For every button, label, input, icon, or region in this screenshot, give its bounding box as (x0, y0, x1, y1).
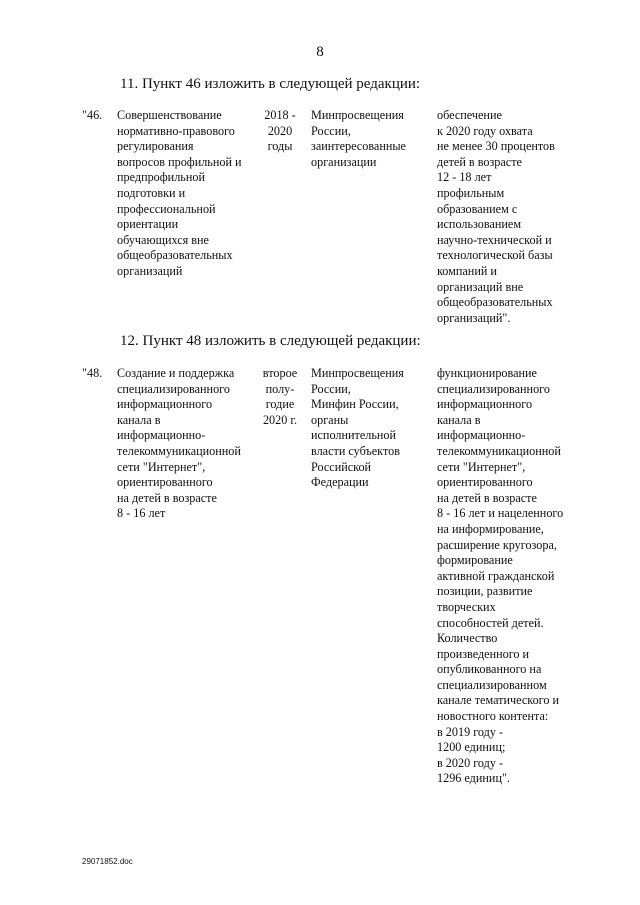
text-line: организаций вне (437, 279, 524, 294)
expected-result (437, 108, 587, 326)
text-line: телекоммуникационной (117, 443, 241, 458)
text-line: информационного (437, 397, 533, 412)
text-line: опубликованного на (437, 662, 542, 677)
text-line: активной гражданской (437, 568, 555, 583)
text-line: образованием с (437, 201, 518, 216)
text-line: подготовки и (117, 185, 186, 200)
text-line: полу- (265, 381, 295, 396)
text-line: ориентированного (117, 475, 213, 490)
text-line: Федерации (311, 475, 369, 490)
text-line: профессиональной (117, 201, 216, 216)
text-line: канала в (117, 412, 161, 427)
executors (311, 108, 427, 170)
text-line: второе (262, 366, 298, 380)
text-line: специализированном (437, 677, 547, 692)
text-line: способностей детей. (437, 615, 544, 630)
text-line: произведенного и (437, 646, 530, 661)
page-number: 8 (316, 44, 324, 60)
text-line: 1296 единиц". (437, 771, 510, 786)
measure-name (117, 366, 263, 522)
text-line: Количество (437, 631, 498, 646)
text-line: Минпросвещения (311, 366, 404, 380)
text-line: на детей в возрасте (437, 490, 537, 505)
text-line: 2020 г. (262, 412, 298, 427)
text-line: в 2019 году - (437, 724, 504, 739)
text-line: организации (311, 154, 377, 169)
text-line: не менее 30 процентов (437, 139, 555, 154)
text-line: 12 - 18 лет (437, 170, 492, 185)
text-line: России, (311, 381, 351, 396)
text-line: годы (267, 139, 293, 154)
text-line: Российской (311, 459, 372, 474)
text-line: информационно- (437, 428, 526, 443)
file-name-footer: 29071852.doc (82, 857, 133, 866)
text-line: новостного контента: (437, 709, 549, 724)
text-line: обеспечение (437, 108, 502, 122)
text-line: ориентации (117, 217, 179, 232)
executors (311, 366, 427, 491)
measure-name (117, 108, 263, 280)
text-line: организаций". (437, 310, 511, 325)
row-number: "46. (82, 108, 103, 122)
text-line: общеобразовательных (117, 248, 233, 263)
text-line: органы (311, 412, 349, 427)
text-line: нормативно-правового (117, 123, 235, 138)
text-line: власти субъектов (311, 443, 400, 458)
text-line: 8 - 16 лет (117, 506, 166, 521)
text-line: в 2020 году - (437, 755, 504, 770)
section-heading-11: 11. Пункт 46 изложить в следующей редакции: (120, 76, 421, 92)
text-line: общеобразовательных (437, 295, 553, 310)
text-line: формирование (437, 553, 513, 568)
text-line: сети "Интернет", (437, 459, 526, 474)
text-line: технологической базы (437, 248, 553, 263)
text-line: 2020 (267, 123, 293, 138)
text-line: к 2020 году охвата (437, 123, 533, 138)
text-line: исполнительной (311, 428, 397, 443)
text-line: детей в возрасте (437, 154, 522, 169)
text-line: Совершенствование (117, 108, 222, 122)
text-line: творческих (437, 599, 496, 614)
text-line: специализированного (437, 381, 550, 396)
text-line: расширение кругозора, (437, 537, 557, 552)
text-line: сети "Интернет", (117, 459, 206, 474)
text-line: информационного (117, 397, 213, 412)
expected-result (437, 366, 587, 787)
section-heading-12: 12. Пункт 48 изложить в следующей редакции: (120, 333, 421, 349)
text-line: ориентированного (437, 475, 533, 490)
text-line: 8 - 16 лет и нацеленного (437, 506, 564, 521)
text-line: обучающихся вне (117, 232, 209, 247)
text-line: годие (265, 397, 295, 412)
text-line: компаний и (437, 263, 497, 278)
text-line: телекоммуникационной (437, 443, 561, 458)
text-line: 1200 единиц; (437, 740, 506, 755)
text-line: России, (311, 123, 351, 138)
text-line: заинтересованные (311, 139, 406, 154)
text-line: использованием (437, 217, 522, 232)
text-line: научно-технической и (437, 232, 552, 247)
deadline (256, 108, 304, 155)
text-line: предпрофильной (117, 170, 205, 185)
text-line: на детей в возрасте (117, 490, 217, 505)
row-number: "48. (82, 366, 103, 380)
text-line: на информирование, (437, 521, 544, 536)
deadline (256, 366, 304, 428)
text-line: специализированного (117, 381, 230, 396)
text-line: позиции, развитие (437, 584, 533, 599)
text-line: Минфин России, (311, 397, 399, 412)
text-line: Создание и поддержка (117, 366, 235, 380)
text-line: функционирование (437, 366, 537, 380)
text-line: информационно- (117, 428, 206, 443)
text-line: 2018 - (264, 108, 296, 122)
text-line: канале тематического и (437, 693, 560, 708)
text-line: организаций (117, 263, 183, 278)
text-line: вопросов профильной и (117, 154, 242, 169)
text-line: канала в (437, 412, 481, 427)
text-line: профильным (437, 185, 505, 200)
text-line: регулирования (117, 139, 194, 154)
text-line: Минпросвещения (311, 108, 404, 122)
